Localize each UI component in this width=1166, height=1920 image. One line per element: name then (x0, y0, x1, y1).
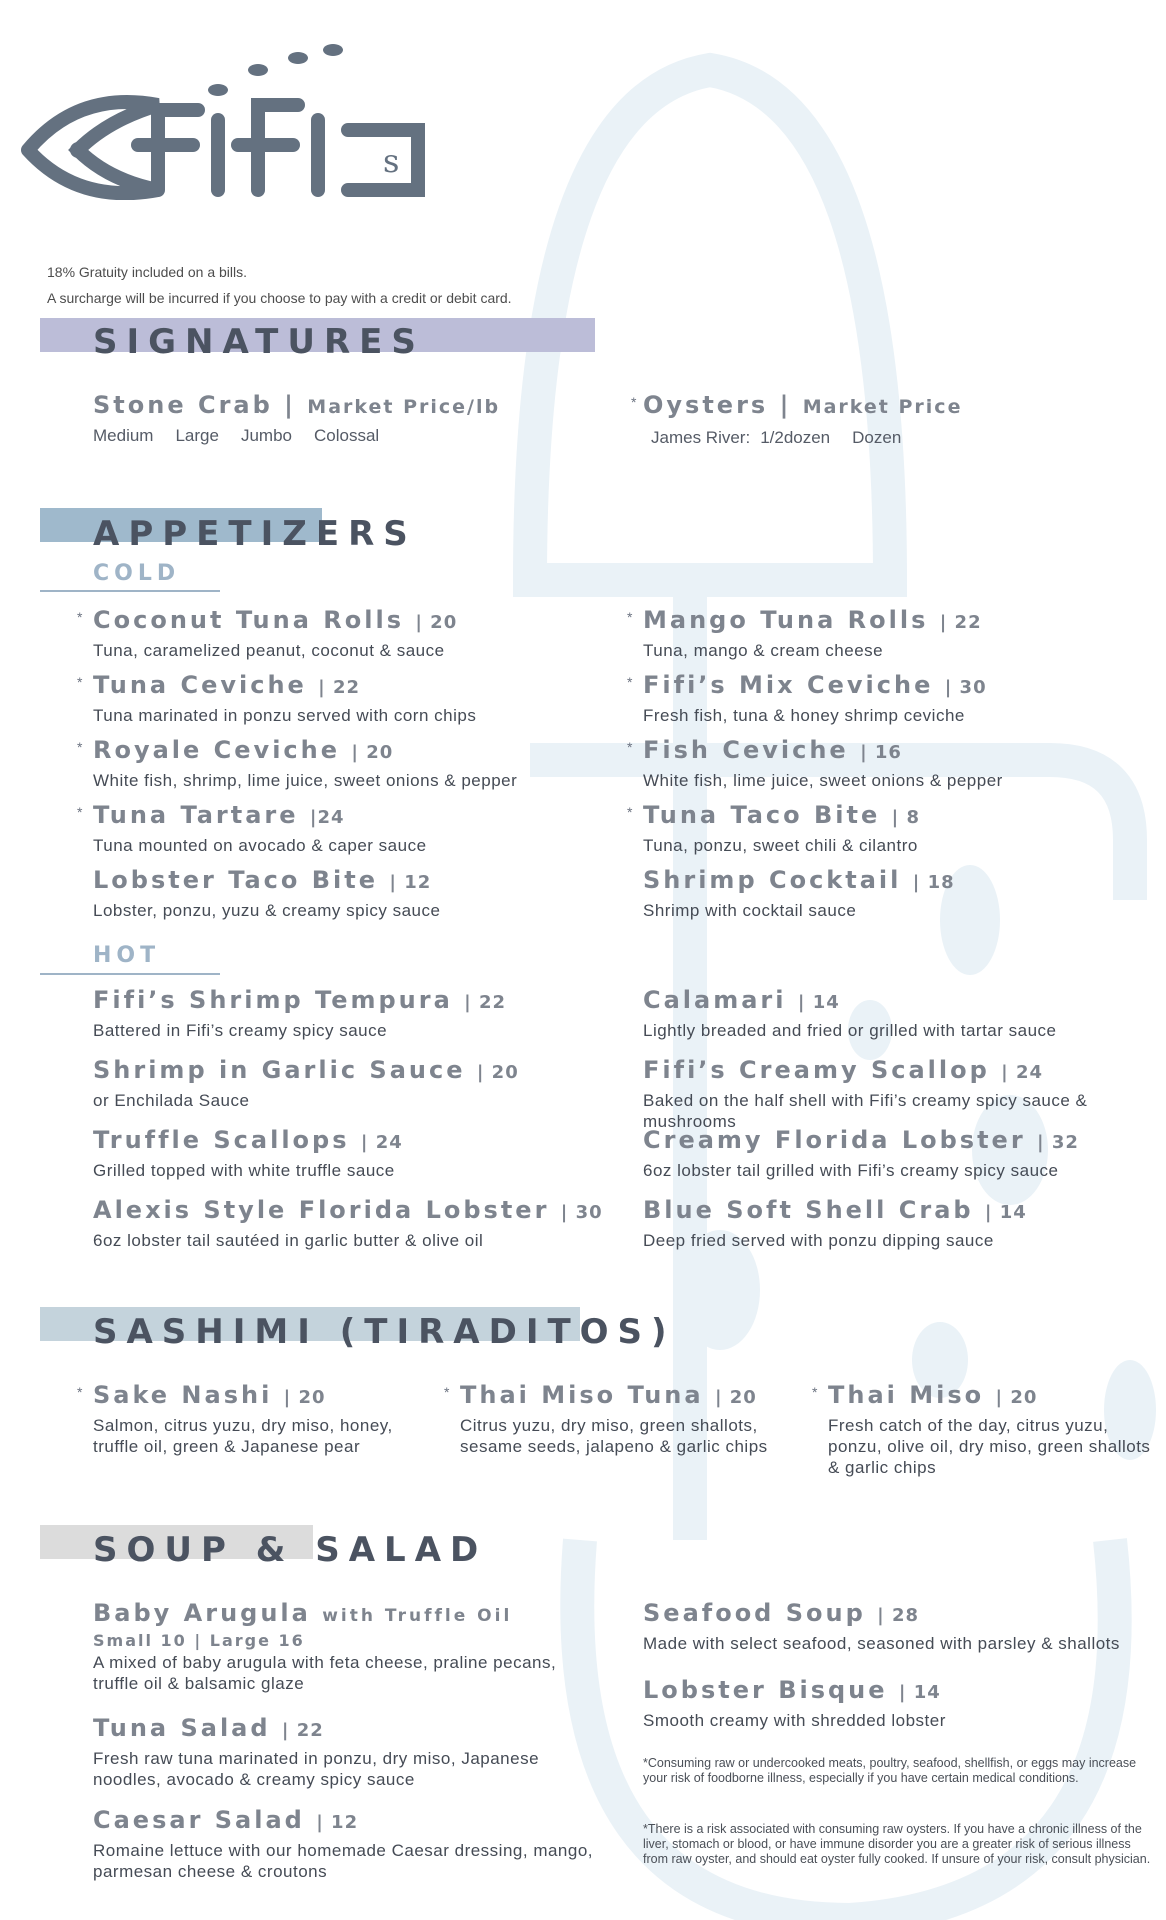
lobster-bisque-name: Lobster Bisque (643, 1676, 888, 1704)
menu-item (460, 1380, 790, 1457)
raw-asterisk: * (812, 1384, 818, 1400)
menu-item-price: | 30 (944, 677, 987, 698)
menu-item (643, 800, 1163, 856)
menu-item-name: Calamari (643, 986, 787, 1014)
menu-item-desc: Lightly breaded and fried or grilled with tartar sauce (643, 1021, 1057, 1040)
menu-item-price: | 20 (476, 1062, 519, 1083)
menu-item-price: |24 (309, 807, 345, 828)
seafood-soup-name: Seafood Soup (643, 1599, 866, 1627)
menu-item-name: Blue Soft Shell Crab (643, 1196, 974, 1224)
menu-item-desc: Tuna marinated in ponzu served with corn chips (93, 706, 477, 725)
menu-item-desc: 6oz lobster tail sautéed in garlic butter & olive oil (93, 1231, 484, 1250)
lobster-bisque-item (643, 1675, 1163, 1731)
oysters-half-dozen: 1/2dozen (760, 428, 831, 447)
raw-asterisk: * (444, 1384, 450, 1400)
menu-item-price: | 8 (891, 807, 921, 828)
menu-item (93, 800, 613, 856)
menu-item (93, 735, 613, 791)
menu-item-name: Truffle Scallops (93, 1126, 350, 1154)
menu-item-price: | 14 (797, 992, 840, 1013)
cold-divider (40, 590, 220, 592)
menu-item-name: Shrimp in Garlic Sauce (93, 1056, 466, 1084)
stone-crab-name-line (93, 390, 613, 422)
menu-item-name-line (643, 865, 1163, 898)
menu-item-name-line (460, 1380, 790, 1413)
size-option: Colossal (313, 426, 380, 445)
menu-item-desc: Salmon, citrus yuzu, dry miso, honey, truffle oil, green & Japanese pear (93, 1416, 393, 1456)
menu-item-name-line (643, 985, 1163, 1018)
signatures-title: SIGNATURES (93, 322, 425, 362)
menu-item-desc: Fresh fish, tuna & honey shrimp ceviche (643, 706, 965, 725)
raw-asterisk: * (627, 674, 633, 690)
menu-item-price: | 16 (860, 742, 902, 763)
menu-item (93, 1125, 613, 1181)
seafood-soup-name-line (643, 1598, 1163, 1631)
menu-item (643, 985, 1163, 1041)
menu-item (643, 605, 1163, 661)
raw-asterisk: * (627, 609, 633, 625)
raw-asterisk: * (77, 674, 83, 690)
menu-item-name-line (643, 605, 1163, 638)
seafood-soup-price: | 28 (877, 1605, 919, 1626)
menu-item (93, 865, 613, 921)
menu-item-name-line (643, 1195, 1163, 1228)
raw-asterisk: * (77, 739, 83, 755)
raw-oyster-disclaimer: *There is a risk associated with consuming raw oysters. If you have a chronic illness of the liver, stomach or blood, or have immune disorder you are a greater risk of serious illness from raw oyster, and should eat oyster fully cooked. If unsure of your risk, consult physician. (643, 1822, 1151, 1866)
tuna-salad-name-line (93, 1713, 603, 1746)
menu-item-desc: Battered in Fifi’s creamy spicy sauce (93, 1021, 388, 1040)
oysters-name: Oysters (643, 391, 769, 419)
baby-arugula-sizes: Small 10 | Large 16 (93, 1631, 305, 1650)
baby-arugula-desc: A mixed of baby arugula with feta cheese, praline pecans, truffle oil & balsamic glaze (93, 1653, 557, 1693)
menu-item-name: Mango Tuna Rolls (643, 606, 929, 634)
menu-item-price: | 18 (912, 872, 955, 893)
menu-item (93, 1195, 613, 1251)
menu-item-name: Tuna Ceviche (93, 671, 307, 699)
menu-item (643, 865, 1163, 921)
caesar-salad-desc: Romaine lettuce with our homemade Caesar dressing, mango, parmesan cheese & croutons (93, 1841, 594, 1881)
menu-item-name-line (643, 670, 1163, 703)
size-option: Medium (93, 426, 154, 445)
size-option: Jumbo (240, 426, 292, 445)
menu-item-price: | 32 (1037, 1132, 1079, 1153)
menu-item-desc: Tuna, caramelized peanut, coconut & sauce (93, 641, 445, 660)
baby-arugula-item (93, 1598, 603, 1694)
menu-item-name: Thai Miso (828, 1381, 985, 1409)
menu-item (93, 670, 613, 726)
menu-item-desc: Lobster, ponzu, yuzu & creamy spicy sauce (93, 901, 441, 920)
menu-item-name: Tuna Tartare (93, 801, 299, 829)
menu-item-name: Shrimp Cocktail (643, 866, 902, 894)
caesar-salad-name-line (93, 1805, 603, 1838)
menu-item-desc: Tuna mounted on avocado & caper sauce (93, 836, 427, 855)
menu-item (93, 1380, 423, 1457)
stone-crab-sizes (93, 426, 613, 446)
baby-arugula-name-line (93, 1598, 603, 1631)
menu-item (93, 605, 613, 661)
raw-asterisk: * (627, 739, 633, 755)
menu-item-name: Coconut Tuna Rolls (93, 606, 404, 634)
caesar-salad-item (93, 1805, 603, 1882)
menu-item-name-line (643, 800, 1163, 833)
menu-item (643, 735, 1163, 791)
lobster-bisque-name-line (643, 1675, 1163, 1708)
menu-item-name: Fifi’s Creamy Scallop (643, 1056, 990, 1084)
caesar-salad-name: Caesar Salad (93, 1806, 305, 1834)
menu-item-price: | 20 (995, 1387, 1038, 1408)
menu-item-desc: Tuna, mango & cream cheese (643, 641, 884, 660)
stone-crab-name: Stone Crab (93, 391, 273, 419)
menu-item-name-line (93, 1055, 613, 1088)
menu-item-price: | 30 (560, 1202, 603, 1223)
menu-item-name-line (93, 800, 613, 833)
size-option: Large (175, 426, 219, 445)
menu-item-name-line (93, 605, 613, 638)
menu-item (643, 670, 1163, 726)
raw-asterisk: * (77, 1384, 83, 1400)
raw-asterisk: * (631, 394, 637, 410)
seafood-soup-item (643, 1598, 1163, 1654)
menu-item-name-line (93, 735, 613, 768)
menu-item-name: Royale Ceviche (93, 736, 341, 764)
menu-item-name: Fifi’s Shrimp Tempura (93, 986, 453, 1014)
menu-item-price: | 24 (360, 1132, 403, 1153)
menu-item-name: Sake Nashi (93, 1381, 273, 1409)
menu-item-name-line (93, 1380, 423, 1413)
menu-item-price: | 24 (1001, 1062, 1044, 1083)
menu-item-name-line (643, 735, 1163, 768)
stone-crab-price: Market Price/lb (307, 396, 501, 418)
logo-s-mark: s (383, 142, 400, 180)
stone-crab-item (93, 390, 613, 446)
surcharge-note: A surcharge will be incurred if you choose to pay with a credit or debit card. (47, 290, 512, 306)
tuna-salad-name: Tuna Salad (93, 1714, 271, 1742)
appetizers-title: APPETIZERS (93, 514, 417, 554)
menu-item-name-line (93, 985, 613, 1018)
menu-item-desc: Shrimp with cocktail sauce (643, 901, 857, 920)
menu-item-desc: Grilled topped with white truffle sauce (93, 1161, 395, 1180)
oysters-dozen: Dozen (852, 428, 902, 447)
menu-item-name: Lobster Taco Bite (93, 866, 378, 894)
menu-item-name-line (93, 1195, 613, 1228)
caesar-salad-price: | 12 (316, 1812, 359, 1833)
raw-asterisk: * (77, 804, 83, 820)
tuna-salad-desc: Fresh raw tuna marinated in ponzu, dry miso, Japanese noodles, avocado & creamy spicy sauce (93, 1749, 540, 1789)
lobster-bisque-price: | 14 (898, 1682, 941, 1703)
menu-item-desc: 6oz lobster tail grilled with Fifi’s creamy spicy sauce (643, 1161, 1059, 1180)
oysters-origin: James River: (651, 428, 751, 447)
gratuity-note: 18% Gratuity included on a bills. (47, 264, 247, 280)
oysters-sep: | (779, 391, 792, 419)
menu-item-desc: or Enchilada Sauce (93, 1091, 250, 1110)
lobster-bisque-desc: Smooth creamy with shredded lobster (643, 1711, 946, 1730)
menu-item-name: Tuna Taco Bite (643, 801, 881, 829)
menu-item (643, 1195, 1163, 1251)
menu-item-desc: White fish, shrimp, lime juice, sweet onions & pepper (93, 771, 518, 790)
menu-item-desc: Baked on the half shell with Fifi’s creamy spicy sauce & mushrooms (643, 1091, 1088, 1131)
oysters-price: Market Price (802, 396, 963, 418)
menu-item-name: Alexis Style Florida Lobster (93, 1196, 550, 1224)
menu-item-price: | 20 (714, 1387, 757, 1408)
cold-subtitle: COLD (93, 561, 181, 586)
menu-item-price: | 14 (984, 1202, 1027, 1223)
hot-subtitle: HOT (93, 943, 161, 968)
menu-item (93, 985, 613, 1041)
menu-item-price: | 20 (415, 612, 458, 633)
tuna-salad-price: | 22 (281, 1720, 324, 1741)
menu-item-name: Thai Miso Tuna (460, 1381, 704, 1409)
menu-item-desc: Fresh catch of the day, citrus yuzu, ponzu, olive oil, dry miso, green shallots & garlic chips (828, 1416, 1151, 1477)
menu-item (643, 1125, 1163, 1181)
oysters-item (643, 390, 1163, 448)
menu-item-price: | 22 (318, 677, 361, 698)
tuna-salad-item (93, 1713, 603, 1790)
menu-item-price: | 20 (351, 742, 394, 763)
fifis-logo (18, 40, 438, 200)
menu-item-name: Fish Ceviche (643, 736, 849, 764)
menu-item-desc: Deep fried served with ponzu dipping sauce (643, 1231, 994, 1250)
raw-asterisk: * (77, 609, 83, 625)
menu-item (643, 1055, 1163, 1132)
menu-item-name-line (643, 1055, 1163, 1088)
soup-salad-title: SOUP & SALAD (93, 1530, 488, 1570)
menu-item-price: | 22 (464, 992, 507, 1013)
menu-item (828, 1380, 1158, 1478)
menu-item-price: | 12 (389, 872, 432, 893)
menu-item-price: | 22 (939, 612, 982, 633)
sashimi-title: SASHIMI (TIRADITOS) (93, 1312, 676, 1352)
menu-item-desc: Tuna, ponzu, sweet chili & cilantro (643, 836, 918, 855)
menu-item-price: | 20 (283, 1387, 326, 1408)
menu-item-name-line (93, 865, 613, 898)
menu-item-desc: White fish, lime juice, sweet onions & pepper (643, 771, 1003, 790)
seafood-soup-desc: Made with select seafood, seasoned with parsley & shallots (643, 1634, 1120, 1653)
menu-item-name-line (93, 1125, 613, 1158)
menu-item-name: Fifi’s Mix Ceviche (643, 671, 934, 699)
menu-item-name: Creamy Florida Lobster (643, 1126, 1026, 1154)
raw-asterisk: * (627, 804, 633, 820)
stone-crab-sep: | (284, 391, 296, 419)
menu-item-name-line (93, 670, 613, 703)
menu-item-desc: Citrus yuzu, dry miso, green shallots, sesame seeds, jalapeno & garlic chips (460, 1416, 768, 1456)
menu-item (93, 1055, 613, 1111)
hot-divider (40, 973, 220, 975)
baby-arugula-suffix: with Truffle Oil (322, 1606, 513, 1626)
raw-food-disclaimer: *Consuming raw or undercooked meats, poultry, seafood, shellfish, or eggs may increase your risk of foodborne illness, especially if you have certain medical conditions. (643, 1756, 1137, 1785)
baby-arugula-name: Baby Arugula (93, 1599, 311, 1627)
oysters-name-line (643, 390, 1163, 422)
oysters-options (651, 428, 1163, 448)
menu-item-name-line (643, 1125, 1163, 1158)
menu-item-name-line (828, 1380, 1158, 1413)
